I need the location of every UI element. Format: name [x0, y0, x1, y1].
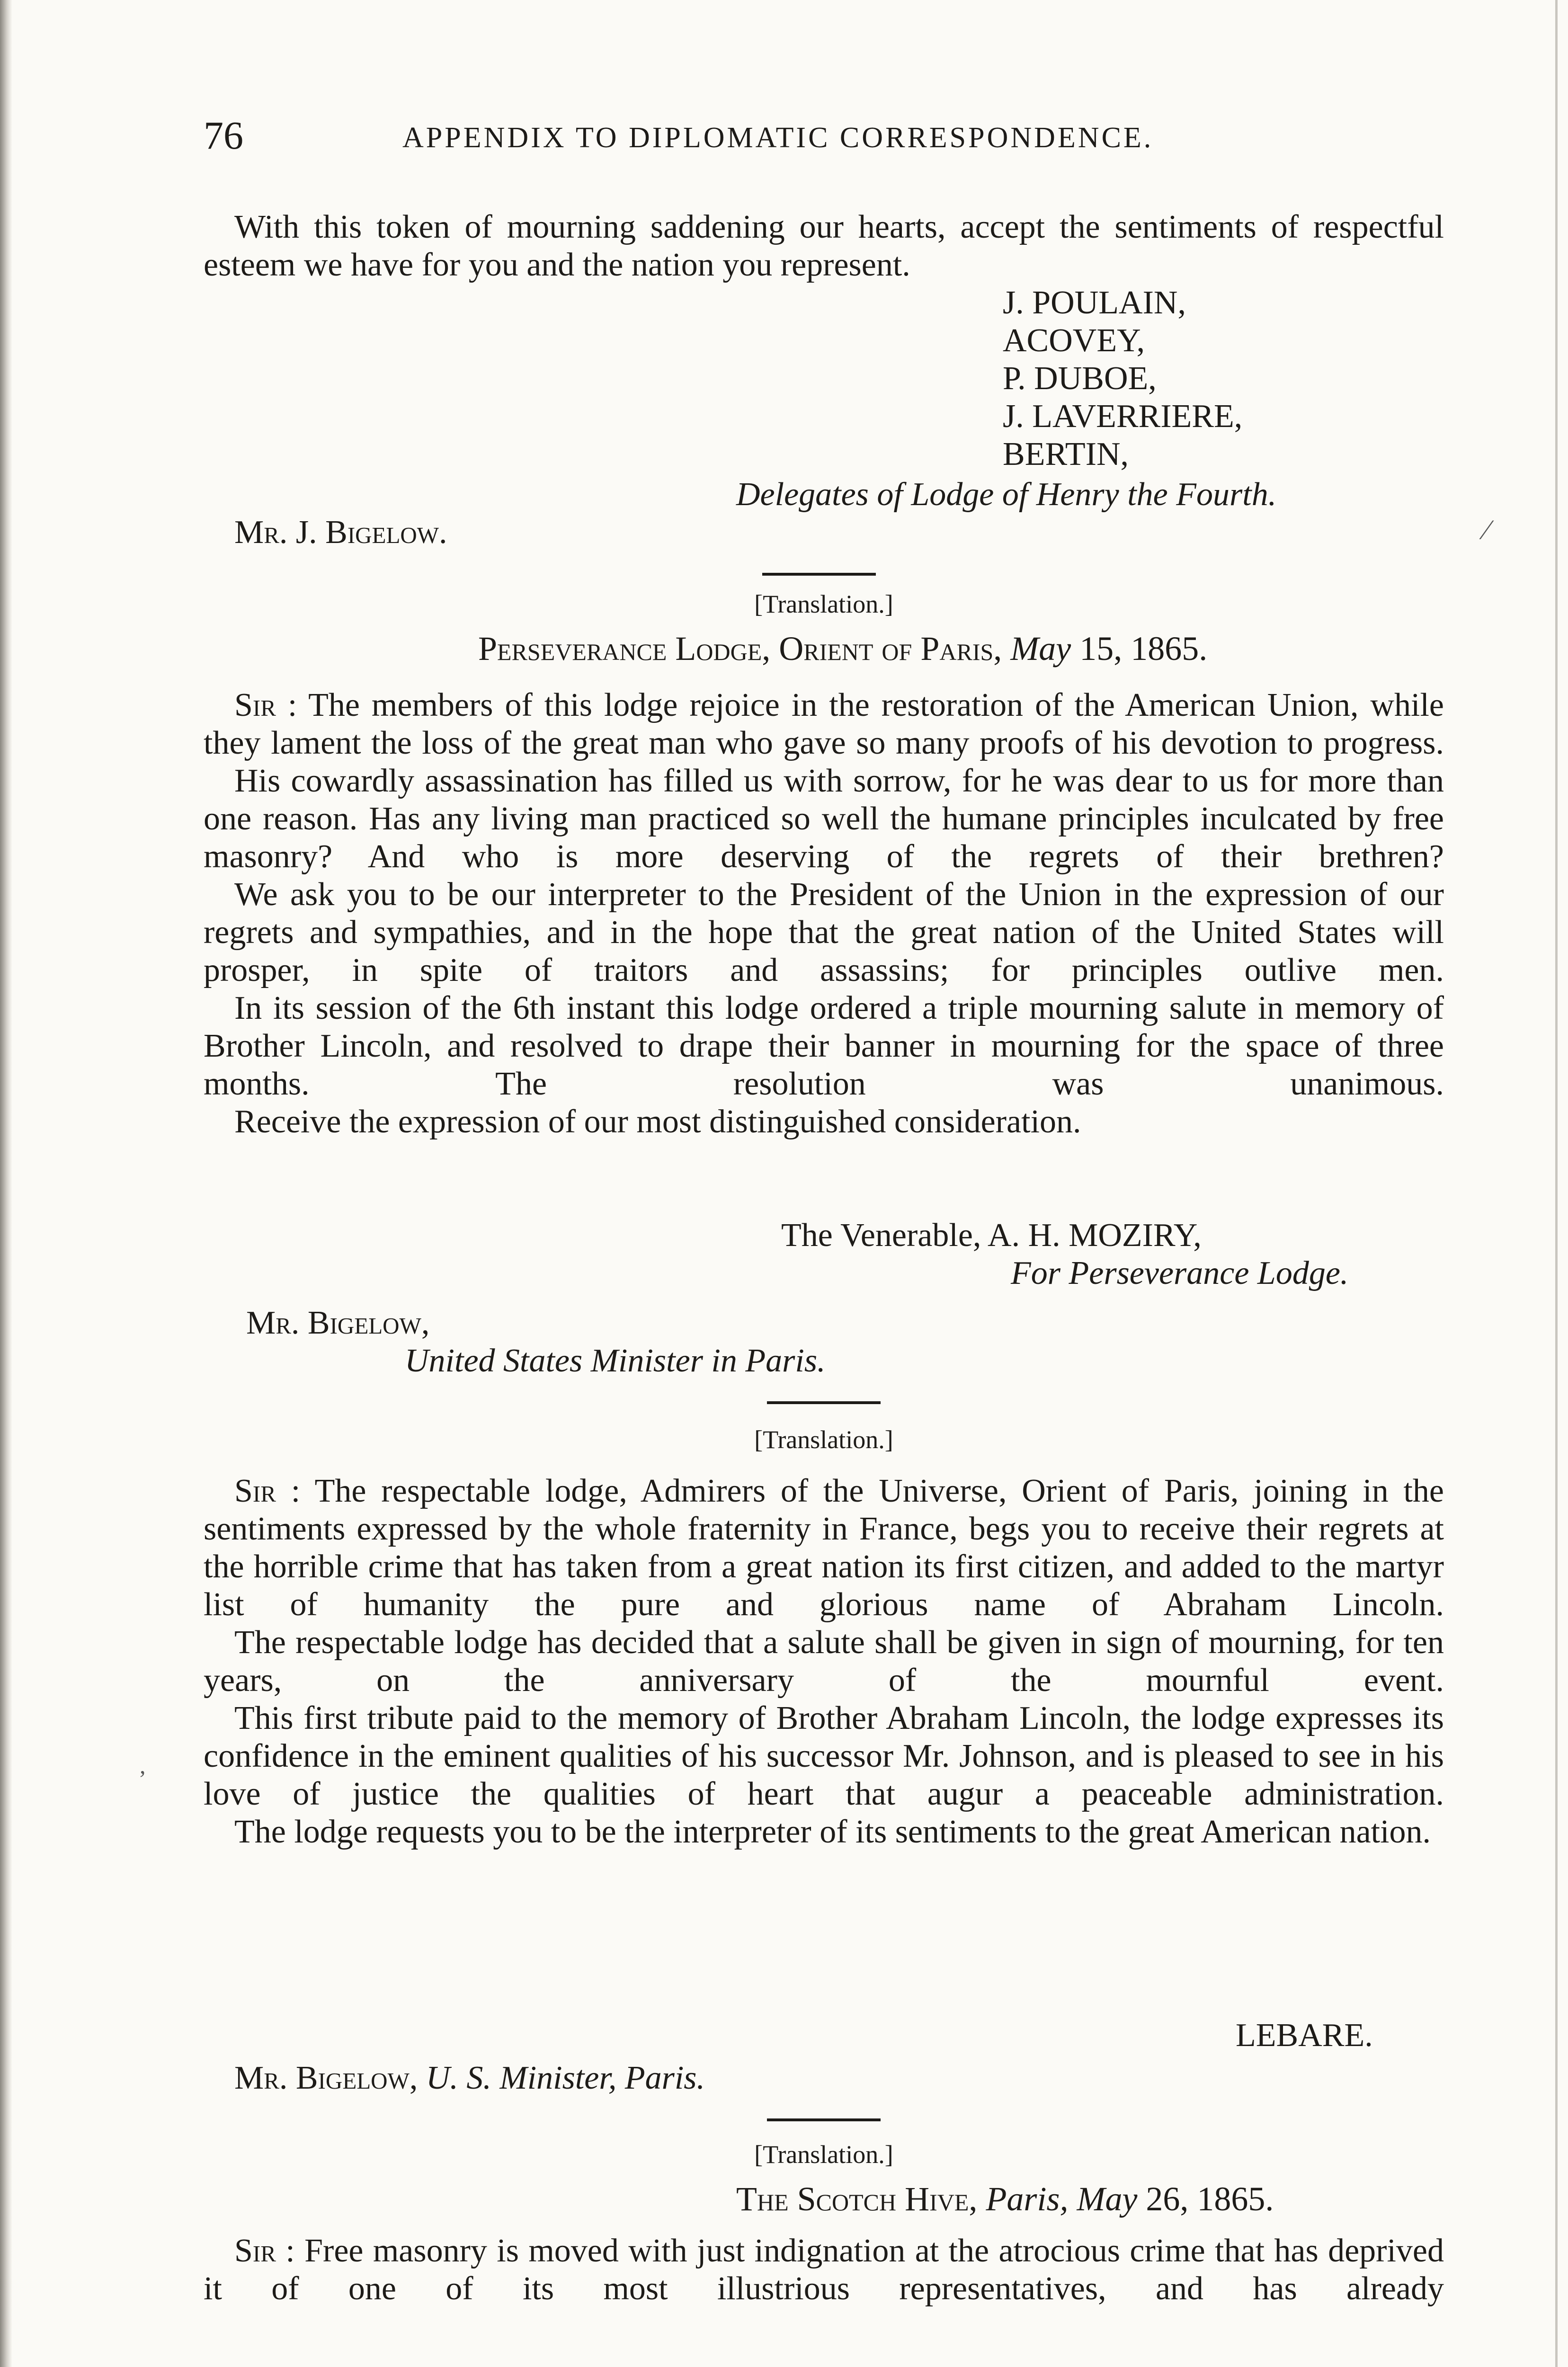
running-head: APPENDIX TO DIPLOMATIC CORRESPONDENCE.	[402, 122, 1154, 154]
translation-label: [Translation.]	[754, 2140, 893, 2169]
letter2-body	[204, 686, 1444, 1141]
salutation: Sir :	[234, 687, 297, 723]
letter2-paragraph: His cowardly assassination has filled us with sorrow, for he was dear to us for more than one reason. Has any living man practiced so well the humane principles inculcated by free masonry? And who is more deserving of the regrets of their brethren?	[204, 763, 1444, 875]
letter4-paragraph	[204, 2232, 1444, 2308]
letter2-paragraph: In its session of the 6th instant this lodge ordered a triple mourning salute in memory of Brother Lincoln, and resolved to drape their banner in mourning for the space of three months. The resolution was unanimous.	[204, 990, 1444, 1102]
letter3-paragraph: The lodge requests you to be the interpreter of its sentiments to the great American nation.	[234, 1814, 1431, 1850]
dateline-city: Paris,	[986, 2180, 1069, 2218]
salutation: Sir :	[234, 1473, 301, 1509]
letter4-dateline	[736, 2180, 1274, 2218]
addressee-name: Mr. Bigelow,	[234, 2060, 418, 2096]
dateline-day: 26, 1865.	[1146, 2180, 1274, 2218]
scan-mark: ,	[140, 1752, 146, 1779]
signatory: J. POULAIN,	[1003, 285, 1186, 321]
translation-label: [Translation.]	[754, 1425, 893, 1454]
letter3-body	[204, 1472, 1444, 1851]
scan-mark: ⁄	[1484, 514, 1489, 545]
paragraph-text: The respectable lodge, Admirers of the Universe, Orient of Paris, joining in the sentiments expressed by the whole fraternity in France, begs you to receive their regrets at the horrible crime that has taken from a great nation its first citizen, and added to the martyr list of humanity the pure and glorious name of Abraham Lincoln.	[204, 1473, 1444, 1623]
letter3-signature: LEBARE.	[1236, 2017, 1373, 2054]
dateline-month: May	[1077, 2180, 1138, 2218]
signatory: P. DUBOE,	[1003, 360, 1157, 397]
section-rule	[762, 573, 876, 576]
letter1-closing	[204, 208, 1444, 284]
signatory: J. LAVERRIERE,	[1003, 398, 1243, 435]
letter2-addressee-title: United States Minister in Paris.	[405, 1343, 826, 1379]
dateline-place: The Scotch Hive,	[736, 2180, 978, 2218]
section-rule	[767, 1401, 881, 1404]
page-number: 76	[204, 114, 243, 158]
addressee-title: U. S. Minister, Paris.	[426, 2060, 705, 2096]
page-edge-right	[1555, 0, 1558, 2367]
salutation: Sir :	[234, 2233, 295, 2269]
letter1-closing-paragraph: With this token of mourning saddening our hearts, accept the sentiments of respectful esteem we have for you and the nation you represent.	[204, 209, 1444, 283]
page-edge-left	[0, 0, 12, 2367]
letter1-signatories	[1003, 284, 1242, 473]
letter2-addressee	[246, 1304, 429, 1342]
paragraph-text: The members of this lodge rejoice in the restoration of the American Union, while they lament the loss of the great man who gave so many proofs of his devotion to progress.	[204, 687, 1444, 761]
letter2-dateline	[478, 630, 1207, 667]
dateline-day: 15, 1865.	[1079, 630, 1208, 667]
letter2-paragraph: Receive the expression of our most distinguished consideration.	[234, 1103, 1081, 1140]
letter4-body	[204, 2232, 1444, 2308]
signatory: ACOVEY,	[1003, 322, 1145, 359]
letter3-paragraph: The respectable lodge has decided that a salute shall be given in sign of mourning, for ten years, on the anniversary of the mournful event.	[204, 1624, 1444, 1699]
addressee-name: Mr. J. Bigelow.	[234, 514, 447, 551]
paragraph-text: Free masonry is moved with just indignation at the atrocious crime that has deprived it of one of its most illustrious representatives, and has already	[204, 2233, 1444, 2307]
letter2-paragraph: We ask you to be our interpreter to the President of the Union in the expression of our regrets and sympathies, and in the hope that the great nation of the United States will prosper, in spite of traitors and assassins; for principles outlive men.	[204, 876, 1444, 988]
section-rule	[767, 2118, 881, 2121]
letter3-addressee	[234, 2059, 705, 2097]
letter2-signature-title: For Perseverance Lodge.	[1011, 1255, 1349, 1291]
letter1-signature-title: Delegates of Lodge of Henry the Fourth.	[736, 476, 1277, 513]
translation-label: [Translation.]	[754, 590, 893, 618]
letter2-signature: The Venerable, A. H. MOZIRY,	[781, 1217, 1202, 1254]
page-header	[204, 113, 1444, 169]
letter3-paragraph: This first tribute paid to the memory of Brother Abraham Lincoln, the lodge expresses its confidence in the eminent qualities of his successor Mr. Johnson, and is pleased to see in his love of justice the qualities of heart that augur a peaceable administration.	[204, 1700, 1444, 1812]
dateline-month: May	[1010, 630, 1071, 667]
letter1-addressee	[234, 514, 447, 552]
addressee-name: Mr. Bigelow,	[246, 1305, 430, 1341]
letter3-paragraph	[204, 1472, 1444, 1624]
letter2-paragraph	[204, 686, 1444, 762]
dateline-place: Perseverance Lodge, Orient of Paris,	[478, 630, 1002, 667]
signatory: BERTIN,	[1003, 436, 1129, 472]
